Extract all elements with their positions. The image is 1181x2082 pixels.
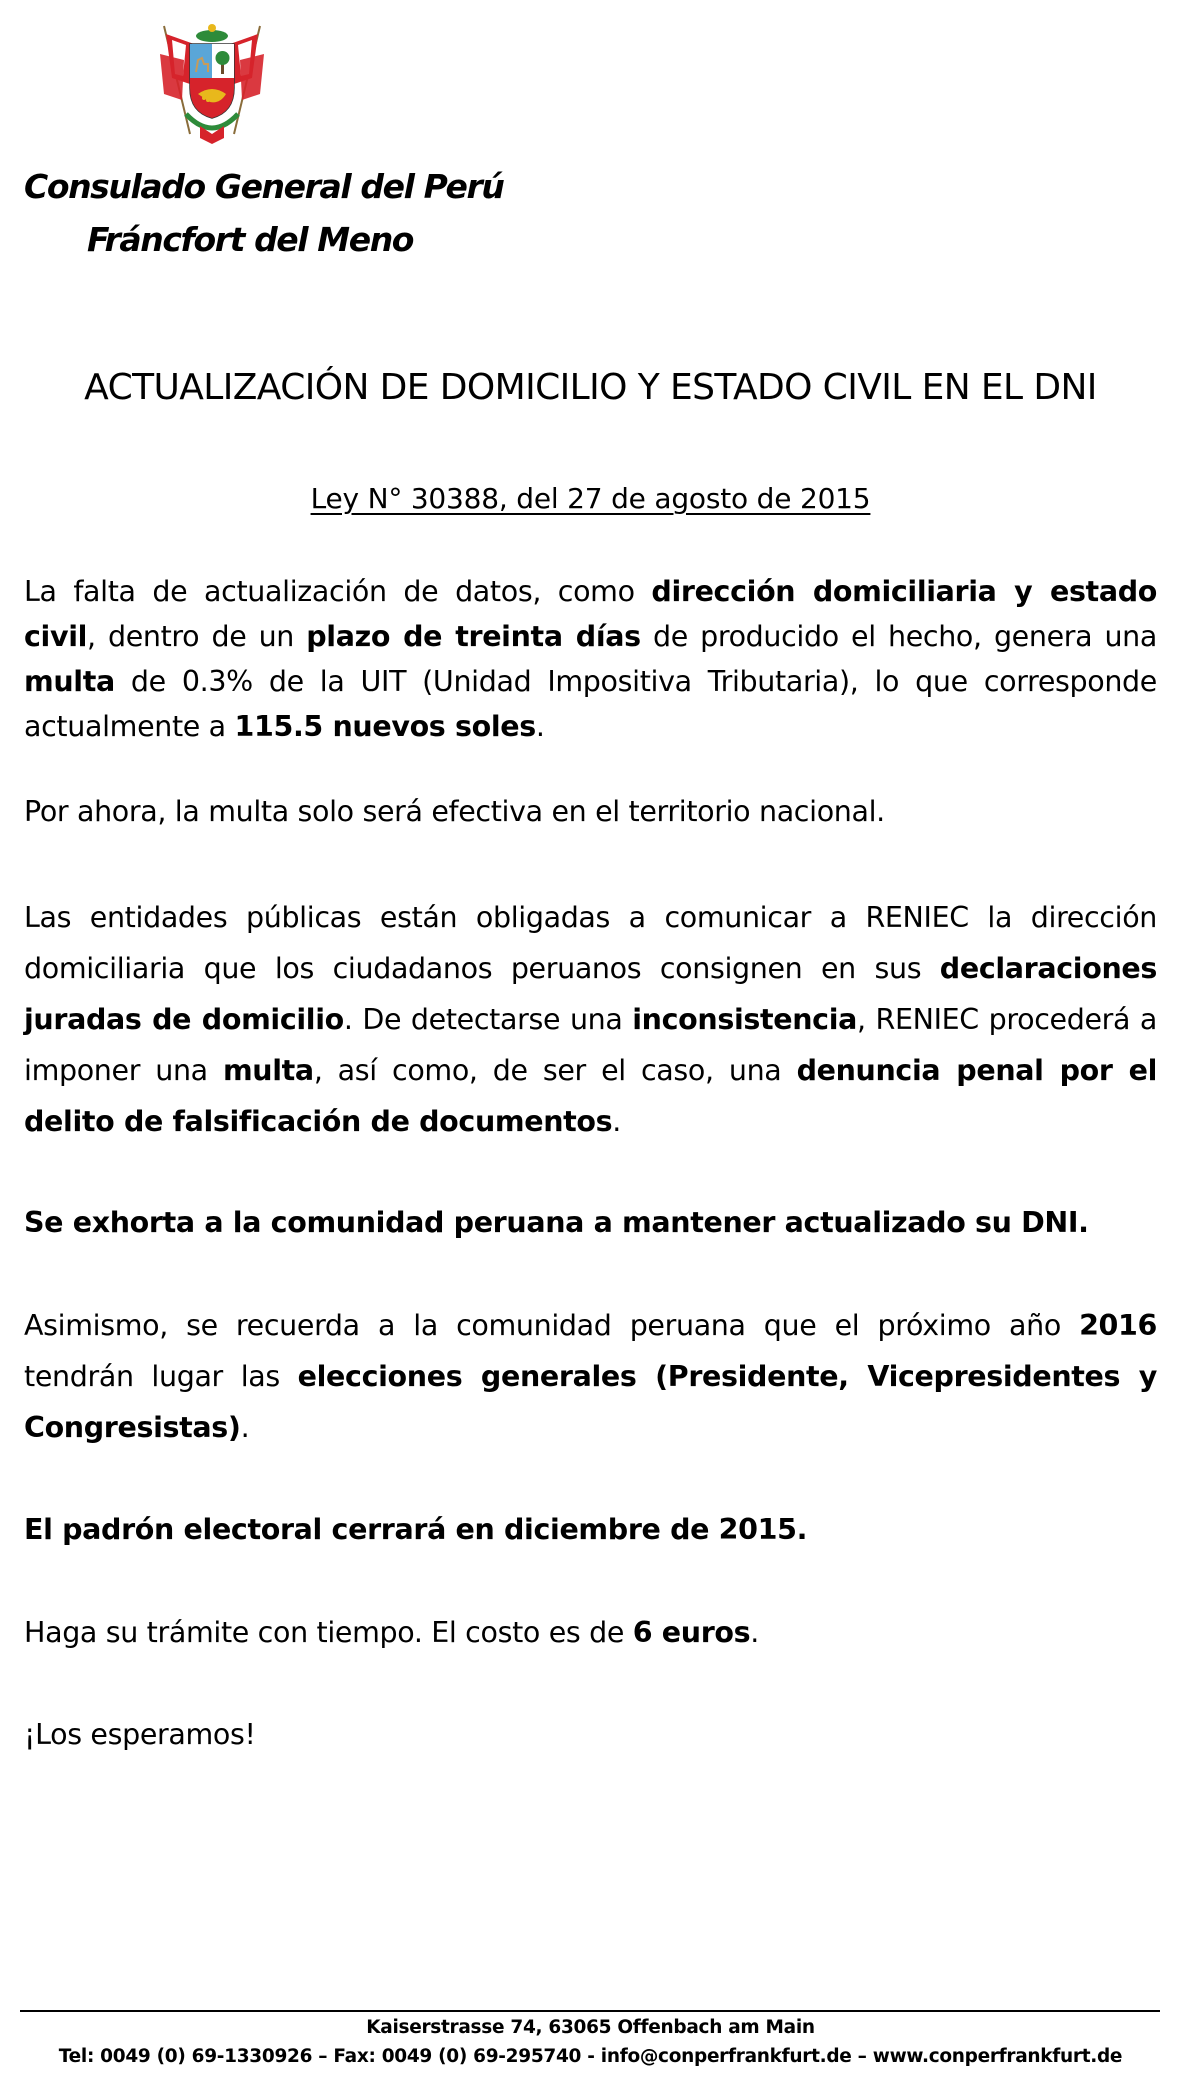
text-run: . [535,710,545,743]
paragraph-public-entities [24,892,1157,1147]
text-run: de 0.3% de la UIT (Unidad Impositiva Tributaria), lo que corresponde actualmente a [24,665,1157,743]
bold-run: dirección domiciliaria y estado civil [24,575,1157,653]
paragraph-fine-info [24,569,1157,749]
bold-run: 6 euros [632,1616,751,1649]
footer [0,2013,1181,2071]
law-reference: Ley N° 30388, del 27 de agosto de 2015 [310,482,871,515]
paragraph-exhortation [24,1197,1157,1248]
text-run: . [750,1616,759,1649]
footer-contact: Tel: 0049 (0) 69-1330926 – Fax: 0049 (0) 69-295740 - info@conperfrankfurt.de – www.conperfrankfurt.de [58,2046,1123,2067]
paragraph-electoral-roll [24,1504,1157,1555]
document-title: ACTUALIZACIÓN DE DOMICILIO Y ESTADO CIVIL EN EL DNI [84,367,1097,408]
paragraph-elections [24,1300,1157,1453]
bold-run: elecciones generales (Presidente, Vicepresidentes y Congresistas) [24,1360,1157,1444]
bold-run: multa [222,1054,314,1087]
text-run: . De detectarse una [343,1003,633,1036]
bold-run: 115.5 nuevos soles [234,710,536,743]
bold-run: multa [24,665,115,698]
text-run: tendrán lugar las [24,1360,298,1393]
bold-run: 2016 [1079,1309,1157,1342]
text-run: Asimismo, se recuerda a la comunidad peruana que el próximo año [24,1309,1080,1342]
text-run: . [612,1105,621,1138]
text-run: , dentro de un [87,620,307,653]
text-run: , RENIEC procederá a imponer una [24,1003,1158,1087]
text-run: de producido el hecho, genera una [640,620,1157,653]
bold-run: El padrón electoral cerrará en diciembre de 2015. [24,1513,808,1546]
text-run: Las entidades públicas están obligadas a comunicar a RENIEC la dirección domiciliaria que los ciudadanos peruanos consignen en sus [24,901,1157,985]
paragraph-closing: ¡Los esperamos! [24,1718,256,1751]
bold-run: declaraciones juradas de domicilio [24,952,1157,1036]
document-subtitle [0,482,1181,515]
text-run: , así como, de ser el caso, una [313,1054,797,1087]
letterhead-city: Fráncfort del Meno [87,220,414,259]
text-run: . [240,1411,250,1444]
coat-of-arms-peru-icon [150,14,274,146]
text-run: Haga su trámite con tiempo. El costo es de [24,1616,633,1649]
bold-run: denuncia penal por el delito de falsificación de documentos [24,1054,1157,1138]
letterhead [24,160,524,266]
footer-divider [20,2010,1160,2012]
bold-run: Se exhorta a la comunidad peruana a mantener actualizado su DNI. [24,1206,1089,1239]
paragraph-cost [24,1607,1157,1658]
footer-address: Kaiserstrasse 74, 63065 Offenbach am Main [366,2017,815,2038]
text-run: La falta de actualización de datos, como [24,575,652,608]
letterhead-consulate-name: Consulado General del Perú [24,167,504,206]
bold-run: plazo de treinta días [306,620,641,653]
paragraph-territory: Por ahora, la multa solo será efectiva en el territorio nacional. [24,795,885,828]
bold-run: inconsistencia [632,1003,858,1036]
